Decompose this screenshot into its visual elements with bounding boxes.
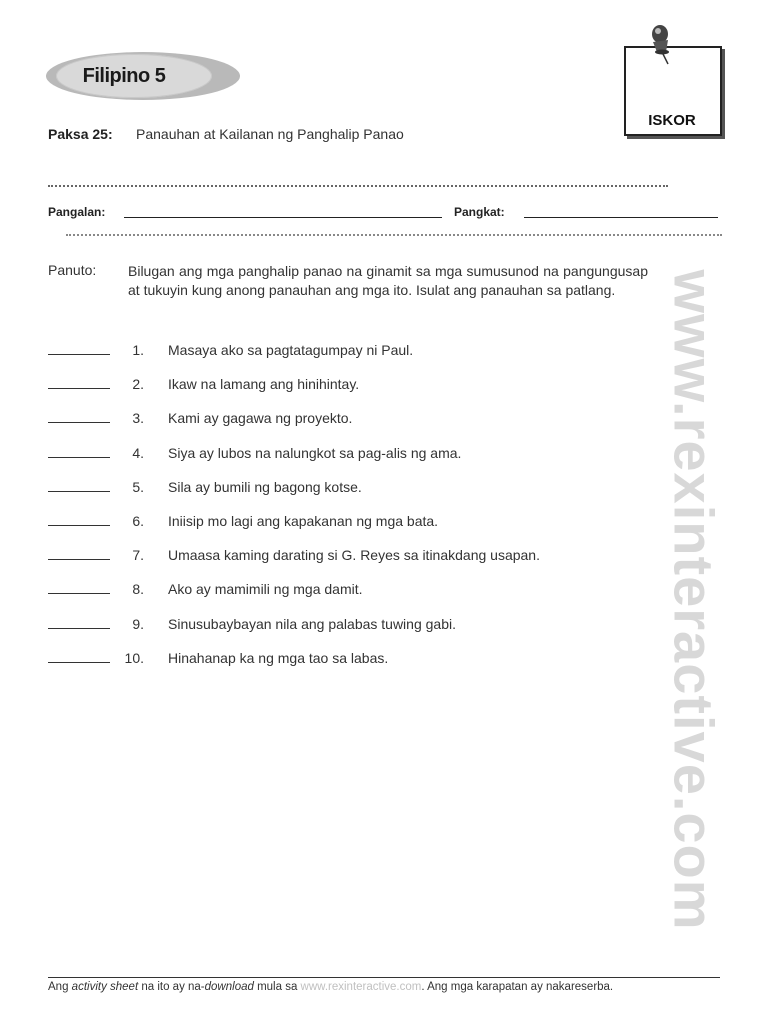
instructions-label: Panuto: [48,262,97,278]
answer-blank[interactable] [48,491,110,492]
topic-title: Panauhan at Kailanan ng Panghalip Panao [136,126,404,142]
score-label: ISKOR [648,112,696,129]
subject-title: Filipino 5 [82,65,166,87]
group-label: Pangkat: [454,205,505,219]
item-number: 8. [132,581,144,598]
footer-text: Ang activity sheet na ito ay na-download mula sa www.rexinteractive.com. Ang mga karapatan ay nakareserba. [48,981,614,993]
item-sentence: Kami ay gagawa ng proyekto. [168,410,353,427]
list-item [48,579,648,613]
item-sentence: Sila ay bumili ng bagong kotse. [168,478,362,495]
answer-blank[interactable] [48,525,110,526]
dotted-divider-top [48,185,668,187]
group-field[interactable] [524,217,718,218]
list-item [48,340,648,374]
item-sentence: Ikaw na lamang ang hinihintay. [168,376,360,393]
answer-blank[interactable] [48,559,110,560]
item-sentence: Hinahanap ka ng mga tao sa labas. [168,649,389,666]
answer-blank[interactable] [48,457,110,458]
watermark-text: www.rexinteractive.com [662,269,726,931]
exercise-list [48,340,648,682]
list-item [48,648,648,682]
name-field[interactable] [124,217,442,218]
list-item [48,374,648,408]
footer-divider [48,977,720,978]
topic-label: Paksa 25: [48,126,113,142]
item-sentence: Sinusubaybayan nila ang palabas tuwing gabi. [168,615,456,632]
instructions-text: Bilugan ang mga panghalip panao na ginamit sa mga sumusunod na pangungusap at tukuyin kung anong panauhan ang mga ito. Isulat ang panauhan sa patlang. [128,263,648,298]
list-item [48,545,648,579]
list-item [48,443,648,477]
item-number: 9. [132,615,144,632]
item-sentence: Umaasa kaming darating si G. Reyes sa itinakdang usapan. [168,547,540,564]
item-number: 5. [132,478,144,495]
answer-blank[interactable] [48,593,110,594]
item-number: 10. [124,649,144,666]
push-pin-icon [648,22,678,66]
list-item [48,614,648,648]
item-number: 4. [132,444,144,461]
item-number: 1. [132,342,144,358]
dotted-divider-bottom [66,234,722,236]
footer-url[interactable]: www.rexinteractive.com [300,981,422,993]
answer-blank[interactable] [48,662,110,663]
answer-blank[interactable] [48,354,110,355]
list-item [48,408,648,442]
item-number: 3. [132,410,144,427]
item-sentence: Masaya ako sa pagtatagumpay ni Paul. [168,342,414,358]
item-number: 6. [132,512,144,529]
answer-blank[interactable] [48,422,110,423]
answer-blank[interactable] [48,388,110,389]
item-sentence: Siya ay lubos na nalungkot sa pag-alis ng ama. [168,444,462,461]
item-sentence: Ako ay mamimili ng mga damit. [168,581,363,598]
list-item [48,477,648,511]
item-number: 7. [132,547,144,564]
list-item [48,511,648,545]
answer-blank[interactable] [48,628,110,629]
item-number: 2. [132,376,144,393]
name-label: Pangalan: [48,205,106,219]
item-sentence: Iniisip mo lagi ang kapakanan ng mga bata. [168,512,439,529]
